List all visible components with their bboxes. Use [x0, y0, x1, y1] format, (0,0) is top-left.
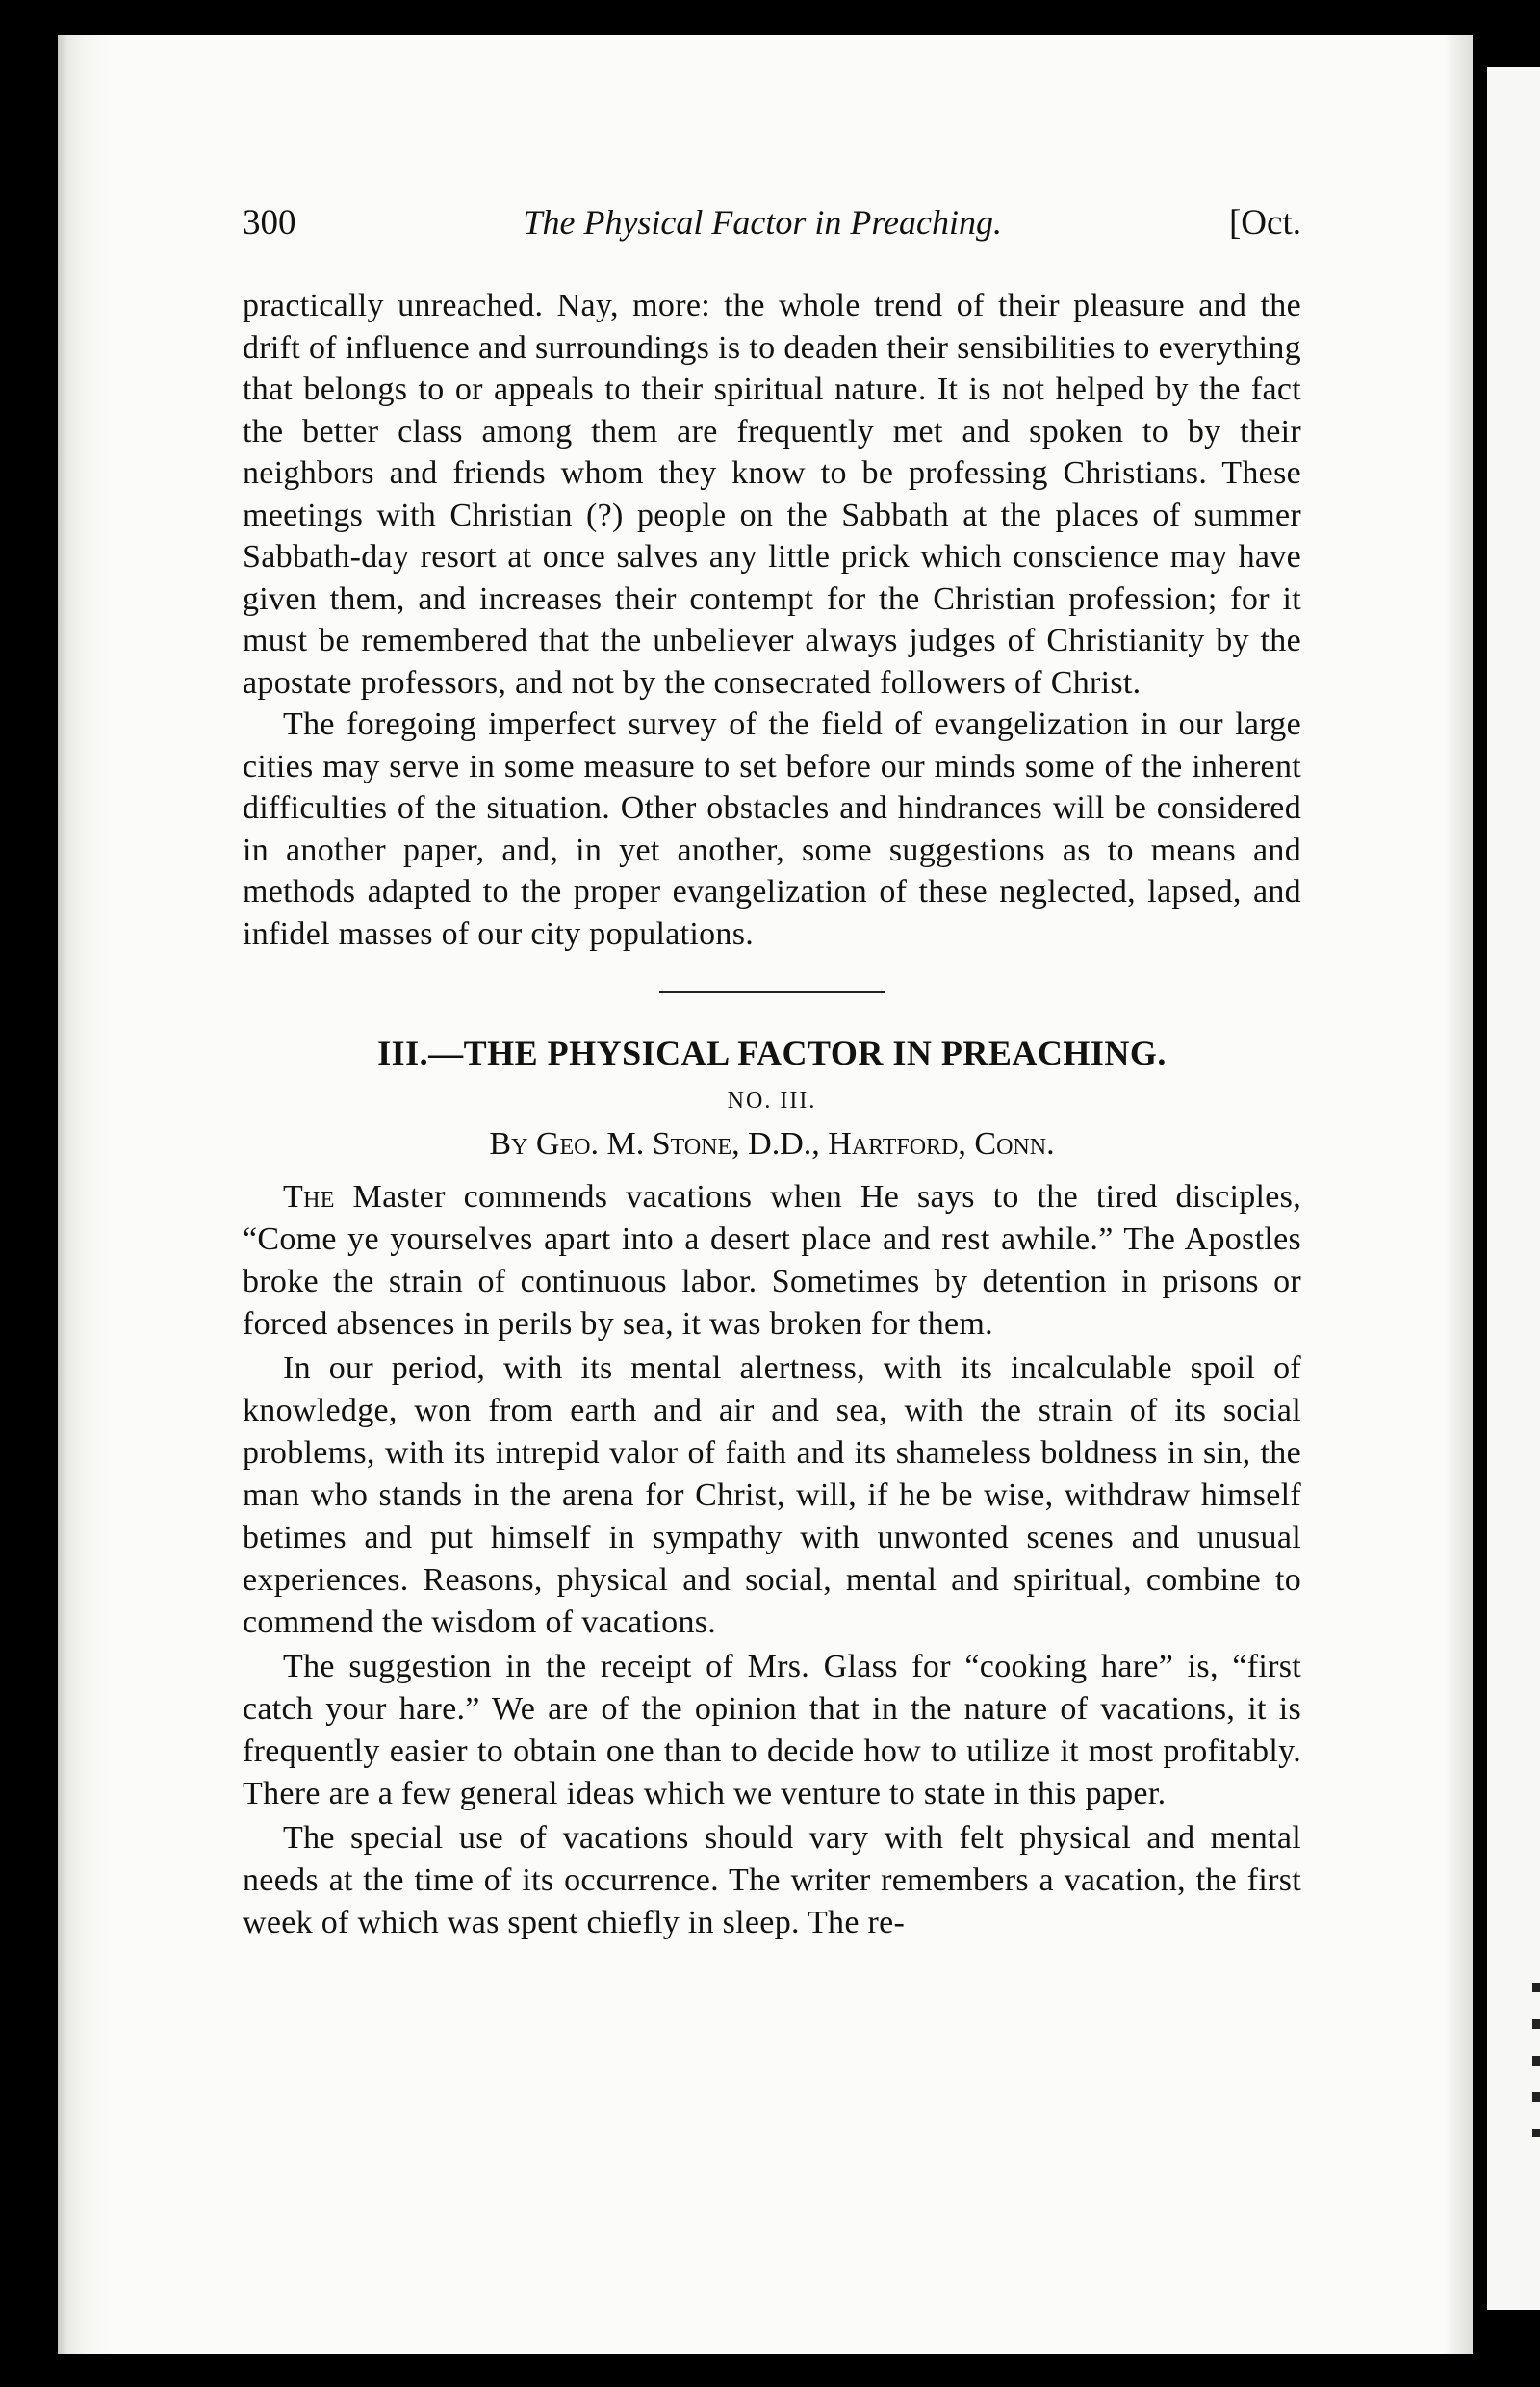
- issue-month: [Oct.: [1228, 203, 1301, 243]
- previous-article-text: [243, 285, 1301, 955]
- facing-page-text-marks: [1532, 1983, 1540, 2137]
- opening-word: The: [283, 1179, 335, 1215]
- page-gutter-shadow: [1444, 35, 1473, 2354]
- paragraph: In our period, with its mental alertness, with its incalculable spoil of knowledge, won from earth and air and sea, with the strain of its social problems, with its intrepid valor of faith and its shameless boldness in sin, the man who stands in the arena for Christ, will, if he be wise, withdraw himself betimes and put himself in sympathy with unwonted scenes and unusual experiences. Reasons, physical and social, mental and spiritual, combine to commend the wisdom of vacations.: [243, 1350, 1301, 1640]
- facing-page-edge: [1487, 67, 1540, 2310]
- paragraph: The special use of vacations should vary with felt physical and mental needs at the time of its occurrence. The writer remembers a vacation, the first week of which was spent chiefly in sleep. The re-: [243, 1820, 1301, 1940]
- article-title: III.—THE PHYSICAL FACTOR IN PREACHING.: [377, 1034, 1167, 1072]
- page-content: [243, 202, 1301, 1944]
- running-title: The Physical Factor in Preaching.: [523, 203, 1003, 242]
- section-divider: [659, 991, 885, 993]
- paragraph: The suggestion in the receipt of Mrs. Glass for “cooking hare” is, “first catch your hare.” We are of the opinion that in the nature of vacations, it is frequently easier to obtain one than to decide how to utilize it most profitably. There are a few general ideas which we venture to state in this paper.: [243, 1649, 1301, 1811]
- opening-paragraph-text: Master commends vacations when He says to the tired disciples, “Come ye yourselves apart into a desert place and rest awhile.” The Apostles broke the strain of continuous labor. Sometimes by detention in prisons or forced absences in perils by sea, it was broken for them.: [243, 1179, 1301, 1342]
- page-number: 300: [243, 203, 296, 243]
- paragraph: The foregoing imperfect survey of the field of evangelization in our large cities may serve in some measure to set before our minds some of the inherent difficulties of the situation. Other obstacles and hindrances will be considered in another paper, and, in yet another, some suggestions as to means and methods adapted to the proper evangelization of these neglected, lapsed, and infidel masses of our city populations.: [243, 706, 1301, 952]
- article-byline: By Geo. M. Stone, D.D., Hartford, Conn.: [489, 1126, 1055, 1162]
- paragraph: practically unreached. Nay, more: the whole trend of their pleasure and the drift of influence and surroundings is to deaden their sensibilities to everything that belongs to or appeals to their spiritual nature. It is not helped by the fact the better class among them are frequently met and spoken to by their neighbors and friends whom they know to be professing Christians. These meetings with Christian (?) people on the Sabbath at the places of summer Sabbath-day resort at once salves any little prick which conscience may have given them, and increases their contempt for the Christian profession; for it must be remembered that the unbeliever always judges of Christianity by the apostate professors, and not by the consecrated followers of Christ.: [243, 288, 1301, 701]
- paragraph: [243, 1176, 1301, 1346]
- article-number: NO. III.: [727, 1089, 817, 1114]
- article-body: [243, 1176, 1301, 1944]
- running-head: [243, 202, 1301, 260]
- page-binding-shadow: [58, 35, 112, 2354]
